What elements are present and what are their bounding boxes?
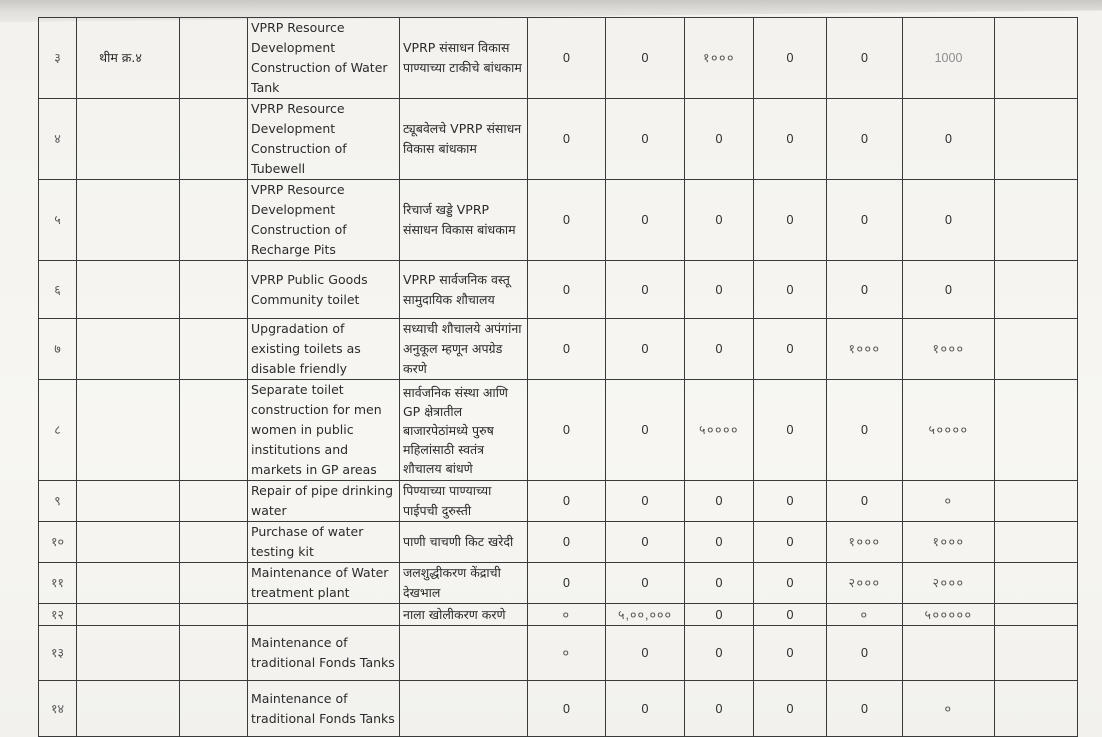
serial-number: १३ <box>39 626 77 681</box>
serial-number: ३ <box>39 18 77 99</box>
empty-cell <box>180 481 248 522</box>
scheme-cell <box>77 681 180 737</box>
value-cell: 0 <box>528 481 606 522</box>
activity-english: Maintenance of Water treatment plant <box>248 563 400 604</box>
empty-cell <box>995 18 1078 99</box>
empty-cell <box>180 99 248 180</box>
value-cell: 0 <box>903 261 995 319</box>
table-row <box>39 522 1078 563</box>
value-cell: 0 <box>903 99 995 180</box>
value-cell: 0 <box>685 522 754 563</box>
value-cell: 0 <box>827 99 903 180</box>
empty-cell <box>180 380 248 481</box>
scheme-cell <box>77 380 180 481</box>
table-row <box>39 18 1078 99</box>
value-cell: 0 <box>827 380 903 481</box>
empty-cell <box>995 261 1078 319</box>
value-cell: 0 <box>606 681 685 737</box>
value-cell: 0 <box>754 319 827 380</box>
value-cell: 0 <box>528 99 606 180</box>
activity-english: Separate toilet construction for men women in public institutions and markets in GP areas <box>248 380 400 481</box>
activity-english <box>248 604 400 626</box>
activity-english: VPRP Resource Development Construction of Tubewell <box>248 99 400 180</box>
value-cell: 0 <box>528 522 606 563</box>
scheme-cell <box>77 99 180 180</box>
value-cell: 0 <box>606 563 685 604</box>
empty-cell <box>995 522 1078 563</box>
value-cell: 0 <box>754 481 827 522</box>
activity-english: Maintenance of traditional Fonds Tanks <box>248 626 400 681</box>
value-cell: १००० <box>903 522 995 563</box>
serial-number: १२ <box>39 604 77 626</box>
value-cell: ५००००० <box>903 604 995 626</box>
value-cell: 0 <box>754 681 827 737</box>
empty-cell <box>180 180 248 261</box>
value-cell: 0 <box>528 261 606 319</box>
value-cell: 0 <box>754 99 827 180</box>
activity-marathi: सार्वजनिक संस्था आणि GP क्षेत्रातील बाजारपेठांमध्ये पुरुष महिलांसाठी स्वतंत्र शौचालय बांधणे <box>400 380 528 481</box>
empty-cell <box>995 604 1078 626</box>
value-cell: 1000 <box>903 18 995 99</box>
value-cell: 0 <box>528 180 606 261</box>
value-cell: ५०००० <box>685 380 754 481</box>
value-cell: ० <box>528 604 606 626</box>
value-cell: 0 <box>606 380 685 481</box>
empty-cell <box>180 681 248 737</box>
value-cell: 0 <box>606 18 685 99</box>
value-cell: १००० <box>685 18 754 99</box>
value-cell: 0 <box>754 261 827 319</box>
value-cell: 0 <box>754 522 827 563</box>
value-cell: 0 <box>754 18 827 99</box>
empty-cell <box>995 319 1078 380</box>
value-cell: 0 <box>754 563 827 604</box>
value-cell: 0 <box>754 604 827 626</box>
table-row <box>39 481 1078 522</box>
value-cell: १००० <box>903 319 995 380</box>
empty-cell <box>180 261 248 319</box>
scheme-cell <box>77 563 180 604</box>
value-cell: 0 <box>606 481 685 522</box>
value-cell <box>903 626 995 681</box>
activity-english: Upgradation of existing toilets as disable friendly <box>248 319 400 380</box>
activity-marathi: VPRP सार्वजनिक वस्तू सामुदायिक शौचालय <box>400 261 528 319</box>
value-cell: 0 <box>754 180 827 261</box>
work-plan-table <box>38 17 1078 737</box>
empty-cell <box>180 626 248 681</box>
value-cell: २००० <box>827 563 903 604</box>
serial-number: ६ <box>39 261 77 319</box>
table-row <box>39 681 1078 737</box>
activity-english: VPRP Resource Development Construction of Recharge Pits <box>248 180 400 261</box>
activity-marathi: पाणी चाचणी किट खरेदी <box>400 522 528 563</box>
value-cell: 0 <box>827 481 903 522</box>
value-cell: 0 <box>606 99 685 180</box>
activity-english: Purchase of water testing kit <box>248 522 400 563</box>
table-row <box>39 261 1078 319</box>
scheme-cell <box>77 180 180 261</box>
activity-marathi: सध्याची शौचालये अपंगांना अनुकूल म्हणून अपग्रेड करणे <box>400 319 528 380</box>
activity-marathi: पिण्याच्या पाण्याच्या पाईपची दुरुस्ती <box>400 481 528 522</box>
scheme-cell <box>77 261 180 319</box>
value-cell: 0 <box>685 563 754 604</box>
value-cell: 0 <box>606 626 685 681</box>
value-cell: 0 <box>685 604 754 626</box>
serial-number: ७ <box>39 319 77 380</box>
empty-cell <box>995 681 1078 737</box>
empty-cell <box>180 522 248 563</box>
empty-cell <box>995 481 1078 522</box>
empty-cell <box>995 563 1078 604</box>
serial-number: ४ <box>39 99 77 180</box>
value-cell: 0 <box>528 681 606 737</box>
value-cell: 0 <box>528 18 606 99</box>
activity-english: Repair of pipe drinking water <box>248 481 400 522</box>
empty-cell <box>180 604 248 626</box>
table-row <box>39 180 1078 261</box>
scheme-cell: थीम क्र.४ <box>77 18 180 99</box>
serial-number: ९ <box>39 481 77 522</box>
serial-number: १० <box>39 522 77 563</box>
value-cell: 0 <box>528 319 606 380</box>
activity-marathi: जलशुद्धीकरण केंद्राची देखभाल <box>400 563 528 604</box>
scheme-cell <box>77 604 180 626</box>
value-cell: २००० <box>903 563 995 604</box>
serial-number: ५ <box>39 180 77 261</box>
empty-cell <box>180 319 248 380</box>
value-cell: 0 <box>528 563 606 604</box>
empty-cell <box>995 626 1078 681</box>
value-cell: 0 <box>685 180 754 261</box>
value-cell: 0 <box>754 626 827 681</box>
activity-english: VPRP Public Goods Community toilet <box>248 261 400 319</box>
value-cell: 0 <box>606 319 685 380</box>
value-cell: 0 <box>685 261 754 319</box>
table-row <box>39 380 1078 481</box>
empty-cell <box>180 18 248 99</box>
empty-cell <box>180 563 248 604</box>
value-cell: 0 <box>606 180 685 261</box>
value-cell: 0 <box>827 681 903 737</box>
scheme-cell <box>77 481 180 522</box>
value-cell: 0 <box>827 626 903 681</box>
value-cell: ० <box>827 604 903 626</box>
value-cell: ५०००० <box>903 380 995 481</box>
activity-marathi <box>400 681 528 737</box>
empty-cell <box>995 180 1078 261</box>
value-cell: 0 <box>754 380 827 481</box>
value-cell: 0 <box>685 626 754 681</box>
activity-marathi: VPRP संसाधन विकास पाण्याच्या टाकीचे बांधकाम <box>400 18 528 99</box>
activity-english: VPRP Resource Development Construction of Water Tank <box>248 18 400 99</box>
value-cell: १००० <box>827 319 903 380</box>
serial-number: ८ <box>39 380 77 481</box>
value-cell: 0 <box>528 380 606 481</box>
value-cell: ५,००,००० <box>606 604 685 626</box>
value-cell: 0 <box>685 481 754 522</box>
table-row <box>39 604 1078 626</box>
value-cell: ० <box>903 481 995 522</box>
value-cell: 0 <box>827 261 903 319</box>
table-row <box>39 626 1078 681</box>
value-cell: 0 <box>685 319 754 380</box>
activity-marathi: रिचार्ज खड्डे VPRP संसाधन विकास बांधकाम <box>400 180 528 261</box>
scheme-cell <box>77 522 180 563</box>
table-row <box>39 319 1078 380</box>
activity-marathi: ट्यूबवेलचे VPRP संसाधन विकास बांधकाम <box>400 99 528 180</box>
serial-number: ११ <box>39 563 77 604</box>
scheme-cell <box>77 319 180 380</box>
empty-cell <box>995 99 1078 180</box>
empty-cell <box>995 380 1078 481</box>
value-cell: 0 <box>606 261 685 319</box>
activity-english: Maintenance of traditional Fonds Tanks <box>248 681 400 737</box>
value-cell: 0 <box>827 180 903 261</box>
value-cell: 0 <box>606 522 685 563</box>
activity-marathi <box>400 626 528 681</box>
value-cell: 0 <box>685 99 754 180</box>
value-cell: ० <box>528 626 606 681</box>
serial-number: १४ <box>39 681 77 737</box>
value-cell: 0 <box>903 180 995 261</box>
scheme-cell <box>77 626 180 681</box>
table-row <box>39 99 1078 180</box>
value-cell: ० <box>903 681 995 737</box>
table-row <box>39 563 1078 604</box>
value-cell: 0 <box>685 681 754 737</box>
value-cell: १००० <box>827 522 903 563</box>
value-cell: 0 <box>827 18 903 99</box>
activity-marathi: नाला खोलीकरण करणे <box>400 604 528 626</box>
